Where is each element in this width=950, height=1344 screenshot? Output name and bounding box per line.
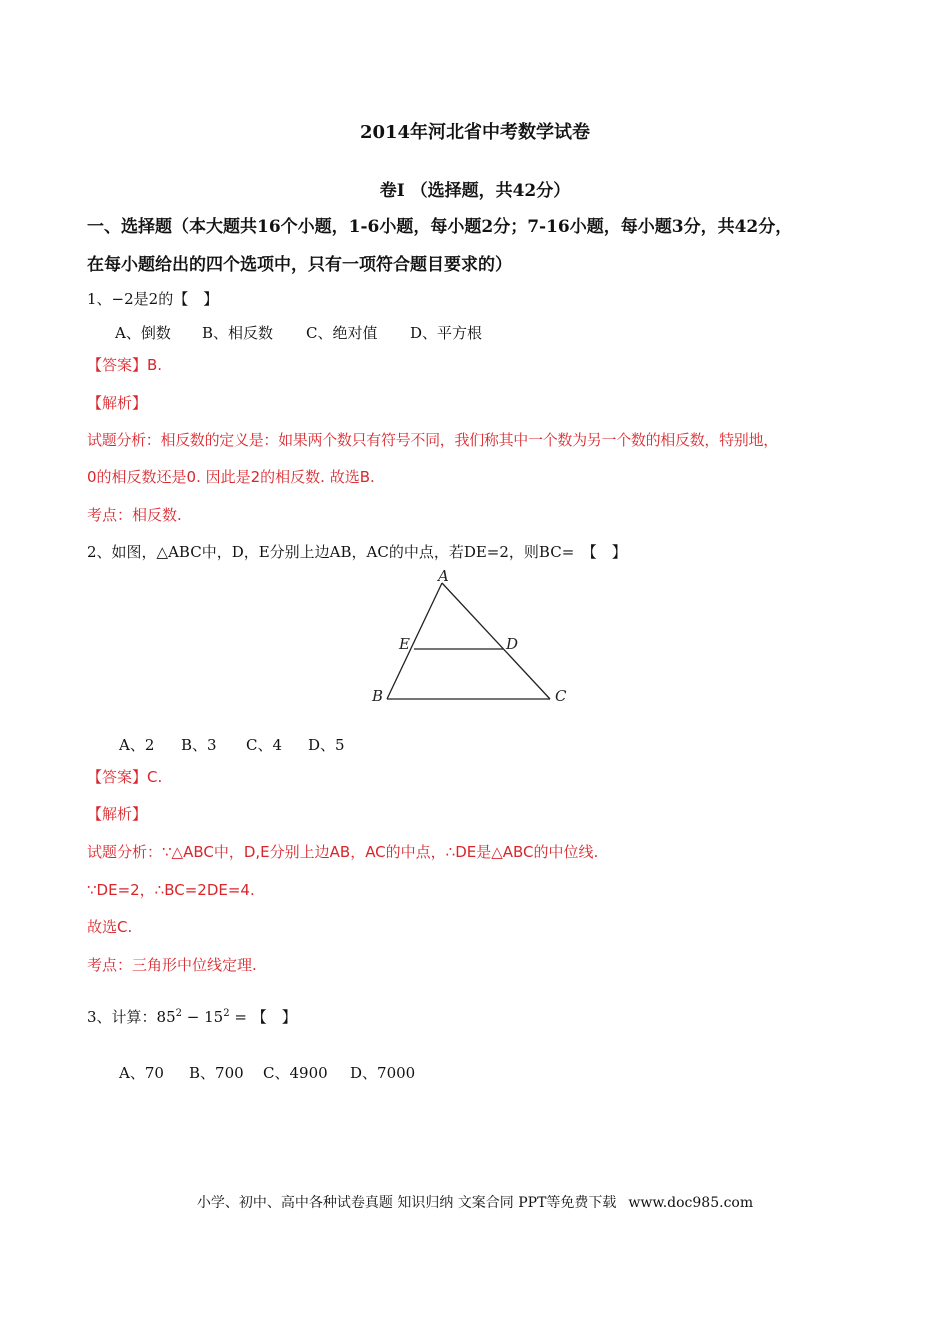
question-2-analysis-label: 【解析】	[87, 805, 148, 823]
triangle-figure	[365, 567, 590, 712]
section-subtitle: 卷I （选择题，共42分）	[379, 181, 571, 201]
option-a: A、倒数	[115, 324, 171, 342]
vertex-label-e: E	[399, 635, 410, 653]
question-3-exp2: 2	[223, 1008, 230, 1019]
option-c: C、4900	[263, 1064, 328, 1082]
page-footer	[0, 1192, 950, 1212]
question-2-analysis-line3: 故选C.	[87, 918, 133, 936]
question-1-options	[115, 322, 482, 343]
footer-text: 小学、初中、高中各种试卷真题 知识归纳 文案合同 PPT等免费下载	[196, 1195, 617, 1211]
question-2-options	[119, 734, 345, 755]
vertex-label-d: D	[506, 635, 519, 653]
option-b: B、相反数	[202, 324, 274, 342]
option-a: A、70	[119, 1064, 164, 1082]
question-3-options	[119, 1062, 415, 1083]
question-2-analysis-line2: ∵DE=2，∴BC=2DE=4.	[87, 881, 255, 899]
vertex-label-c: C	[555, 687, 567, 705]
question-2-text: 2、如图，△ABC中，D，E分别上边AB，AC的中点，若DE=2，则BC= 【 】	[87, 543, 627, 561]
question-2-point: 考点：三角形中位线定理.	[87, 956, 257, 974]
question-3-prefix: 3、计算：	[87, 1008, 157, 1026]
question-1-analysis-line2: 0的相反数还是0. 因此是2的相反数. 故选B.	[87, 468, 375, 486]
question-1	[87, 288, 218, 309]
question-1-point: 考点：相反数.	[87, 506, 182, 524]
question-3-base1: 85	[156, 1008, 176, 1026]
option-d: D、7000	[350, 1064, 416, 1082]
section-instructions-line1: 一、选择题（本大题共16个小题，1-6小题，每小题2分；7-16小题，每小题3分，共42分，	[87, 217, 793, 237]
option-a: A、2	[119, 736, 155, 754]
option-d: D、5	[308, 736, 345, 754]
question-1-number: 1、	[87, 290, 112, 308]
option-c: C、4	[246, 736, 283, 754]
option-c: C、绝对值	[306, 324, 378, 342]
vertex-label-b: B	[372, 687, 384, 705]
question-1-analysis-line1: 试题分析：相反数的定义是：如果两个数只有符号不同，我们称其中一个数为另一个数的相反数，特别地，	[87, 431, 778, 449]
footer-url[interactable]: www.doc985.com	[628, 1195, 754, 1211]
question-3-base2: 15	[204, 1008, 224, 1026]
section-instructions-line2: 在每小题给出的四个选项中，只有一项符合题目要求的）	[87, 255, 512, 275]
question-2-answer: 【答案】C.	[87, 768, 163, 786]
option-b: B、700	[189, 1064, 244, 1082]
question-3-suffix: = 【 】	[229, 1008, 297, 1026]
question-3-exp1: 2	[175, 1008, 183, 1019]
question-1-expression: −2	[111, 290, 134, 308]
option-d: D、平方根	[410, 324, 483, 342]
question-2-analysis-line1: 试题分析：∵△ABC中，D,E分别上边AB，AC的中点，∴DE是△ABC的中位线.	[87, 843, 599, 861]
page-title: 2014年河北省中考数学试卷	[359, 122, 591, 143]
vertex-label-a: A	[438, 567, 449, 585]
question-1-analysis-label: 【解析】	[87, 394, 148, 412]
question-1-text: 是2的【 】	[133, 290, 219, 308]
question-1-answer: 【答案】B.	[87, 356, 163, 374]
option-b: B、3	[181, 736, 217, 754]
question-3-minus: −	[182, 1008, 205, 1026]
question-3	[87, 1006, 297, 1027]
